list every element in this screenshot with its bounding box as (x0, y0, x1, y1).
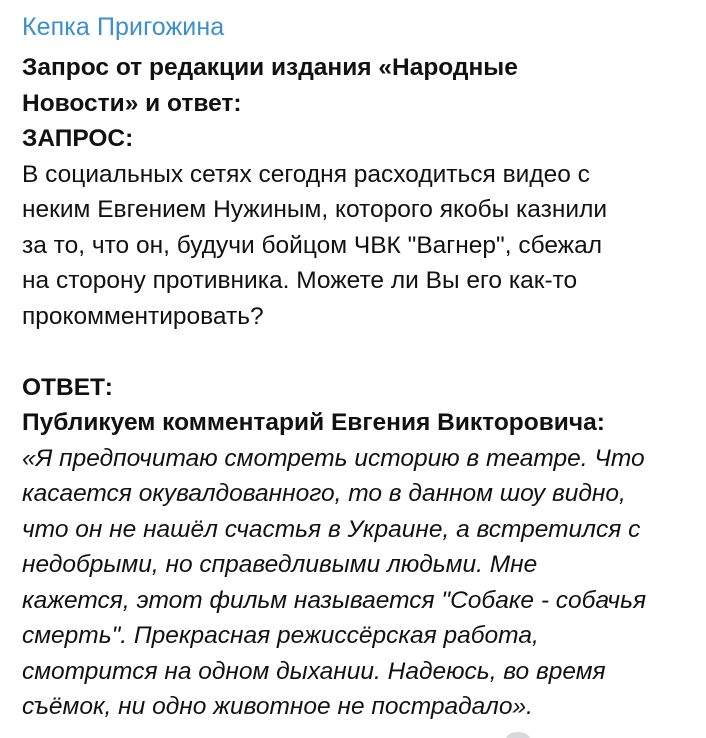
quote-line: касается окувалдованного, то в данном шоу видно, (22, 480, 626, 507)
answer-intro: Публикуем комментарий Евгения Викторовича: (22, 409, 605, 436)
request-line: за то, что он, будучи бойцом ЧВК "Вагнер", сбежал (22, 231, 602, 259)
request-text (22, 157, 692, 335)
quote-line: смотрится на одном дыхании. Надеюсь, во время (22, 657, 606, 685)
quote-line: «Я предпочитаю смотреть историю в театре. Что (22, 444, 645, 472)
post-title-line-2: Новости» и ответ: (22, 89, 242, 117)
request-line: на сторону противника. Можете ли Вы его как-то (22, 267, 578, 294)
quote-line: смерть". Прекрасная режиссёрская работа, (22, 622, 539, 649)
request-line: прокомментировать? (22, 302, 264, 330)
quote-text (22, 441, 692, 725)
post-title-line-1: Запрос от редакции издания «Народные (22, 54, 518, 81)
quote-line: съёмок, ни одно животное не пострадало». (22, 693, 533, 720)
quote-line: что он не нашёл счастья в Украине, а встретился с (22, 515, 641, 543)
request-label: ЗАПРОС: (22, 125, 134, 152)
channel-name[interactable]: Кепка Пригожина (22, 13, 225, 41)
reaction-hint (506, 732, 530, 738)
answer-label: ОТВЕТ: (22, 373, 113, 401)
paragraph-spacer (22, 334, 692, 370)
request-line: В социальных сетях сегодня расходиться видео с (22, 160, 590, 188)
quote-line: кажется, этот фильм называется "Собаке - собачья (22, 586, 647, 614)
request-line: неким Евгением Нужиным, которого якобы казнили (22, 196, 608, 223)
quote-line: недобрыми, но справедливыми людьми. Мне (22, 551, 538, 578)
